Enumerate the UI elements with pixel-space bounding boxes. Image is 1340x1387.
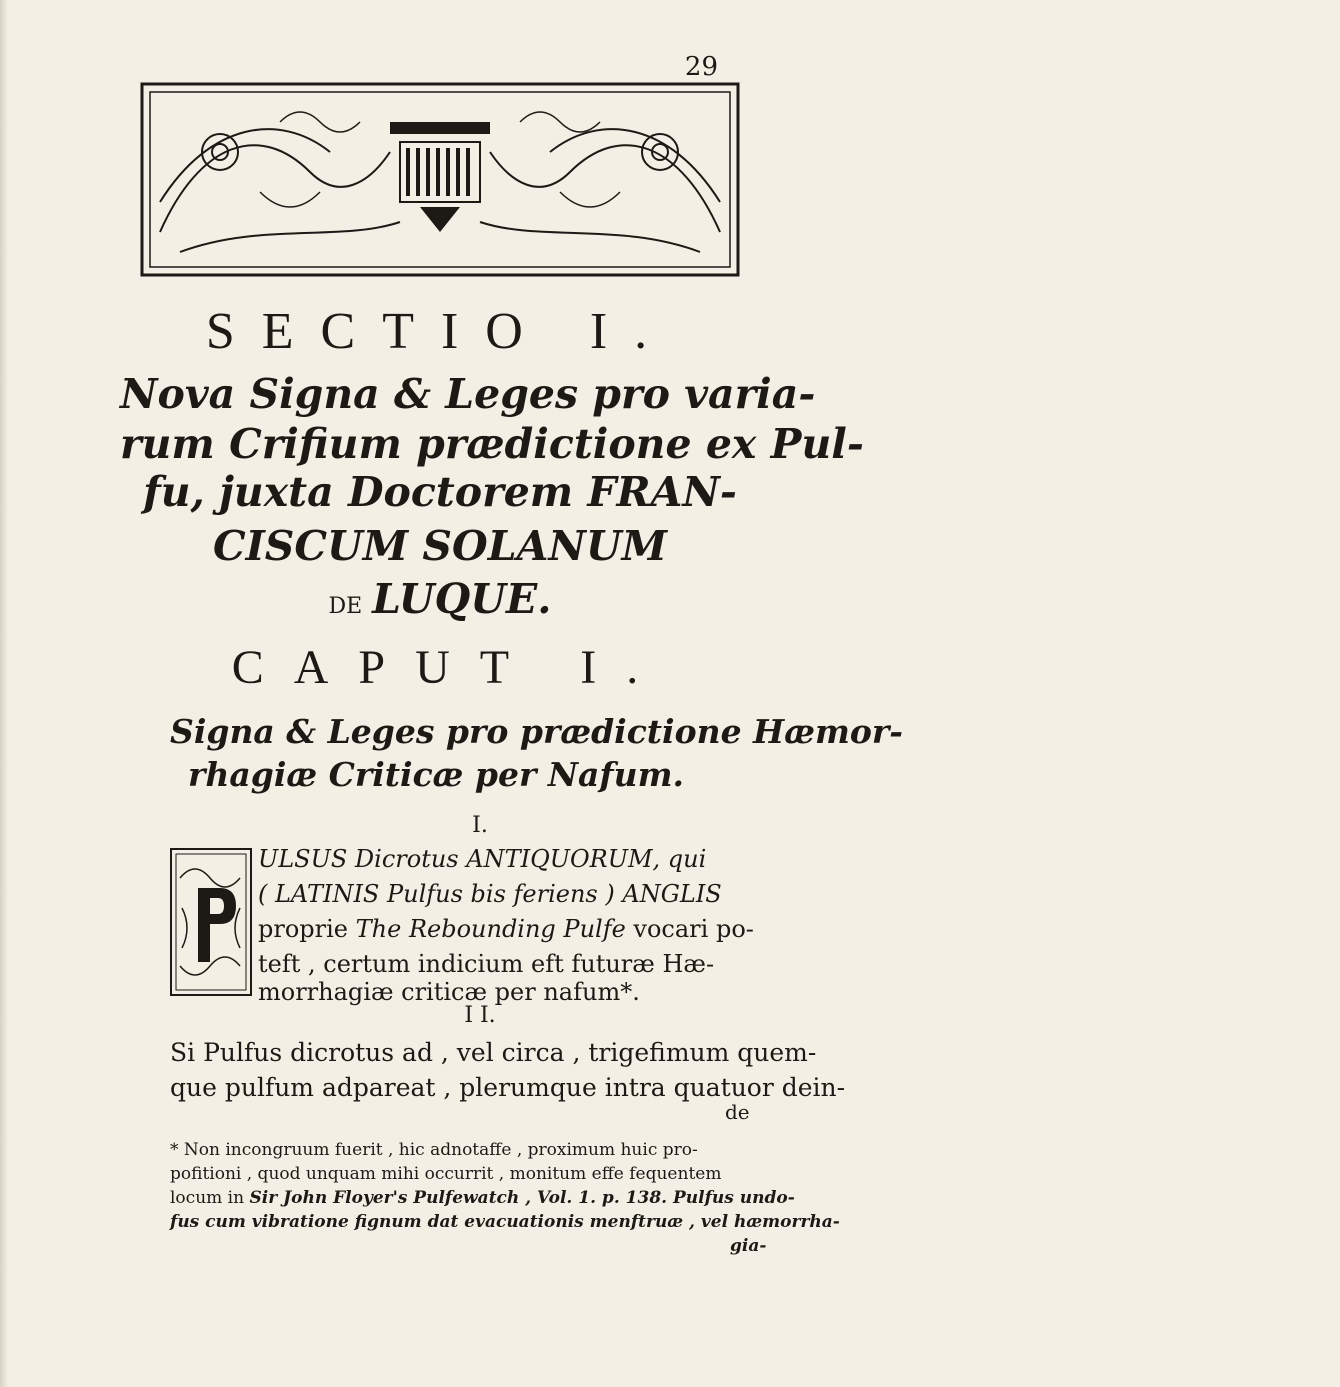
footnote-line-5: gia- — [730, 1236, 767, 1256]
paragraph-number-1: I. — [472, 813, 488, 838]
body-line-1: Si Pulfus dicrotus ad , vel circa , trigefimum quem- — [170, 1038, 817, 1067]
title-line-4: CISCUM SOLANUM — [212, 522, 668, 570]
paragraph-1-line-4: teft , certum indicium eft futuræ Hæ- — [258, 950, 715, 978]
footnote-line-1: * Non incongruum fuerit , hic adnotaffe , proximum huic pro- — [170, 1140, 698, 1160]
paragraph-1-line-3: proprie The Rebounding Pulfe vocari po- — [258, 915, 754, 943]
catchword: de — [725, 1100, 750, 1124]
paragraph-number-2: I I. — [464, 1003, 496, 1028]
footnote-line-4: fus cum vibratione fignum dat evacuationis menftruæ , vel hæmorrha- — [170, 1212, 840, 1232]
decorated-initial-p — [170, 848, 252, 996]
footnote-line-3: locum in Sir John Floyer's Pulfewatch , Vol. 1. p. 138. Pulfus undo- — [170, 1188, 795, 1208]
paragraph-1-line-1: ULSUS Dicrotus ANTIQUORUM, qui — [258, 845, 707, 873]
paragraph-1-line-2: ( LATINIS Pulfus bis feriens ) ANGLIS — [258, 880, 722, 908]
page-number: 29 — [684, 52, 718, 82]
title-line-5 — [120, 575, 760, 623]
chapter-subtitle-2: rhagiæ Criticæ per Nafum. — [188, 755, 684, 794]
ornamental-headpiece — [140, 82, 740, 277]
chapter-subtitle-1: Signa & Leges pro prædictione Hæmor- — [170, 712, 903, 751]
title-luque: LUQUE. — [372, 575, 552, 623]
title-de: DE — [328, 594, 363, 619]
footnote-line-2: pofitioni , quod unquam mihi occurrit , monitum effe fequentem — [170, 1164, 722, 1184]
title-line-1: Nova Signa & Leges pro varia- — [120, 370, 816, 418]
chapter-heading: CAPUT I. — [231, 641, 669, 694]
paragraph-1-line-5: morrhagiæ criticæ per nafum*. — [258, 978, 640, 1006]
body-line-2: que pulfum adpareat , plerumque intra quatuor dein- — [170, 1073, 846, 1102]
section-heading: SECTIO I. — [205, 303, 675, 360]
page-edge-shadow — [0, 0, 8, 1387]
title-line-2: rum Crifium prædictione ex Pul- — [120, 420, 864, 468]
title-line-3: fu, juxta Doctorem FRAN- — [143, 468, 737, 516]
